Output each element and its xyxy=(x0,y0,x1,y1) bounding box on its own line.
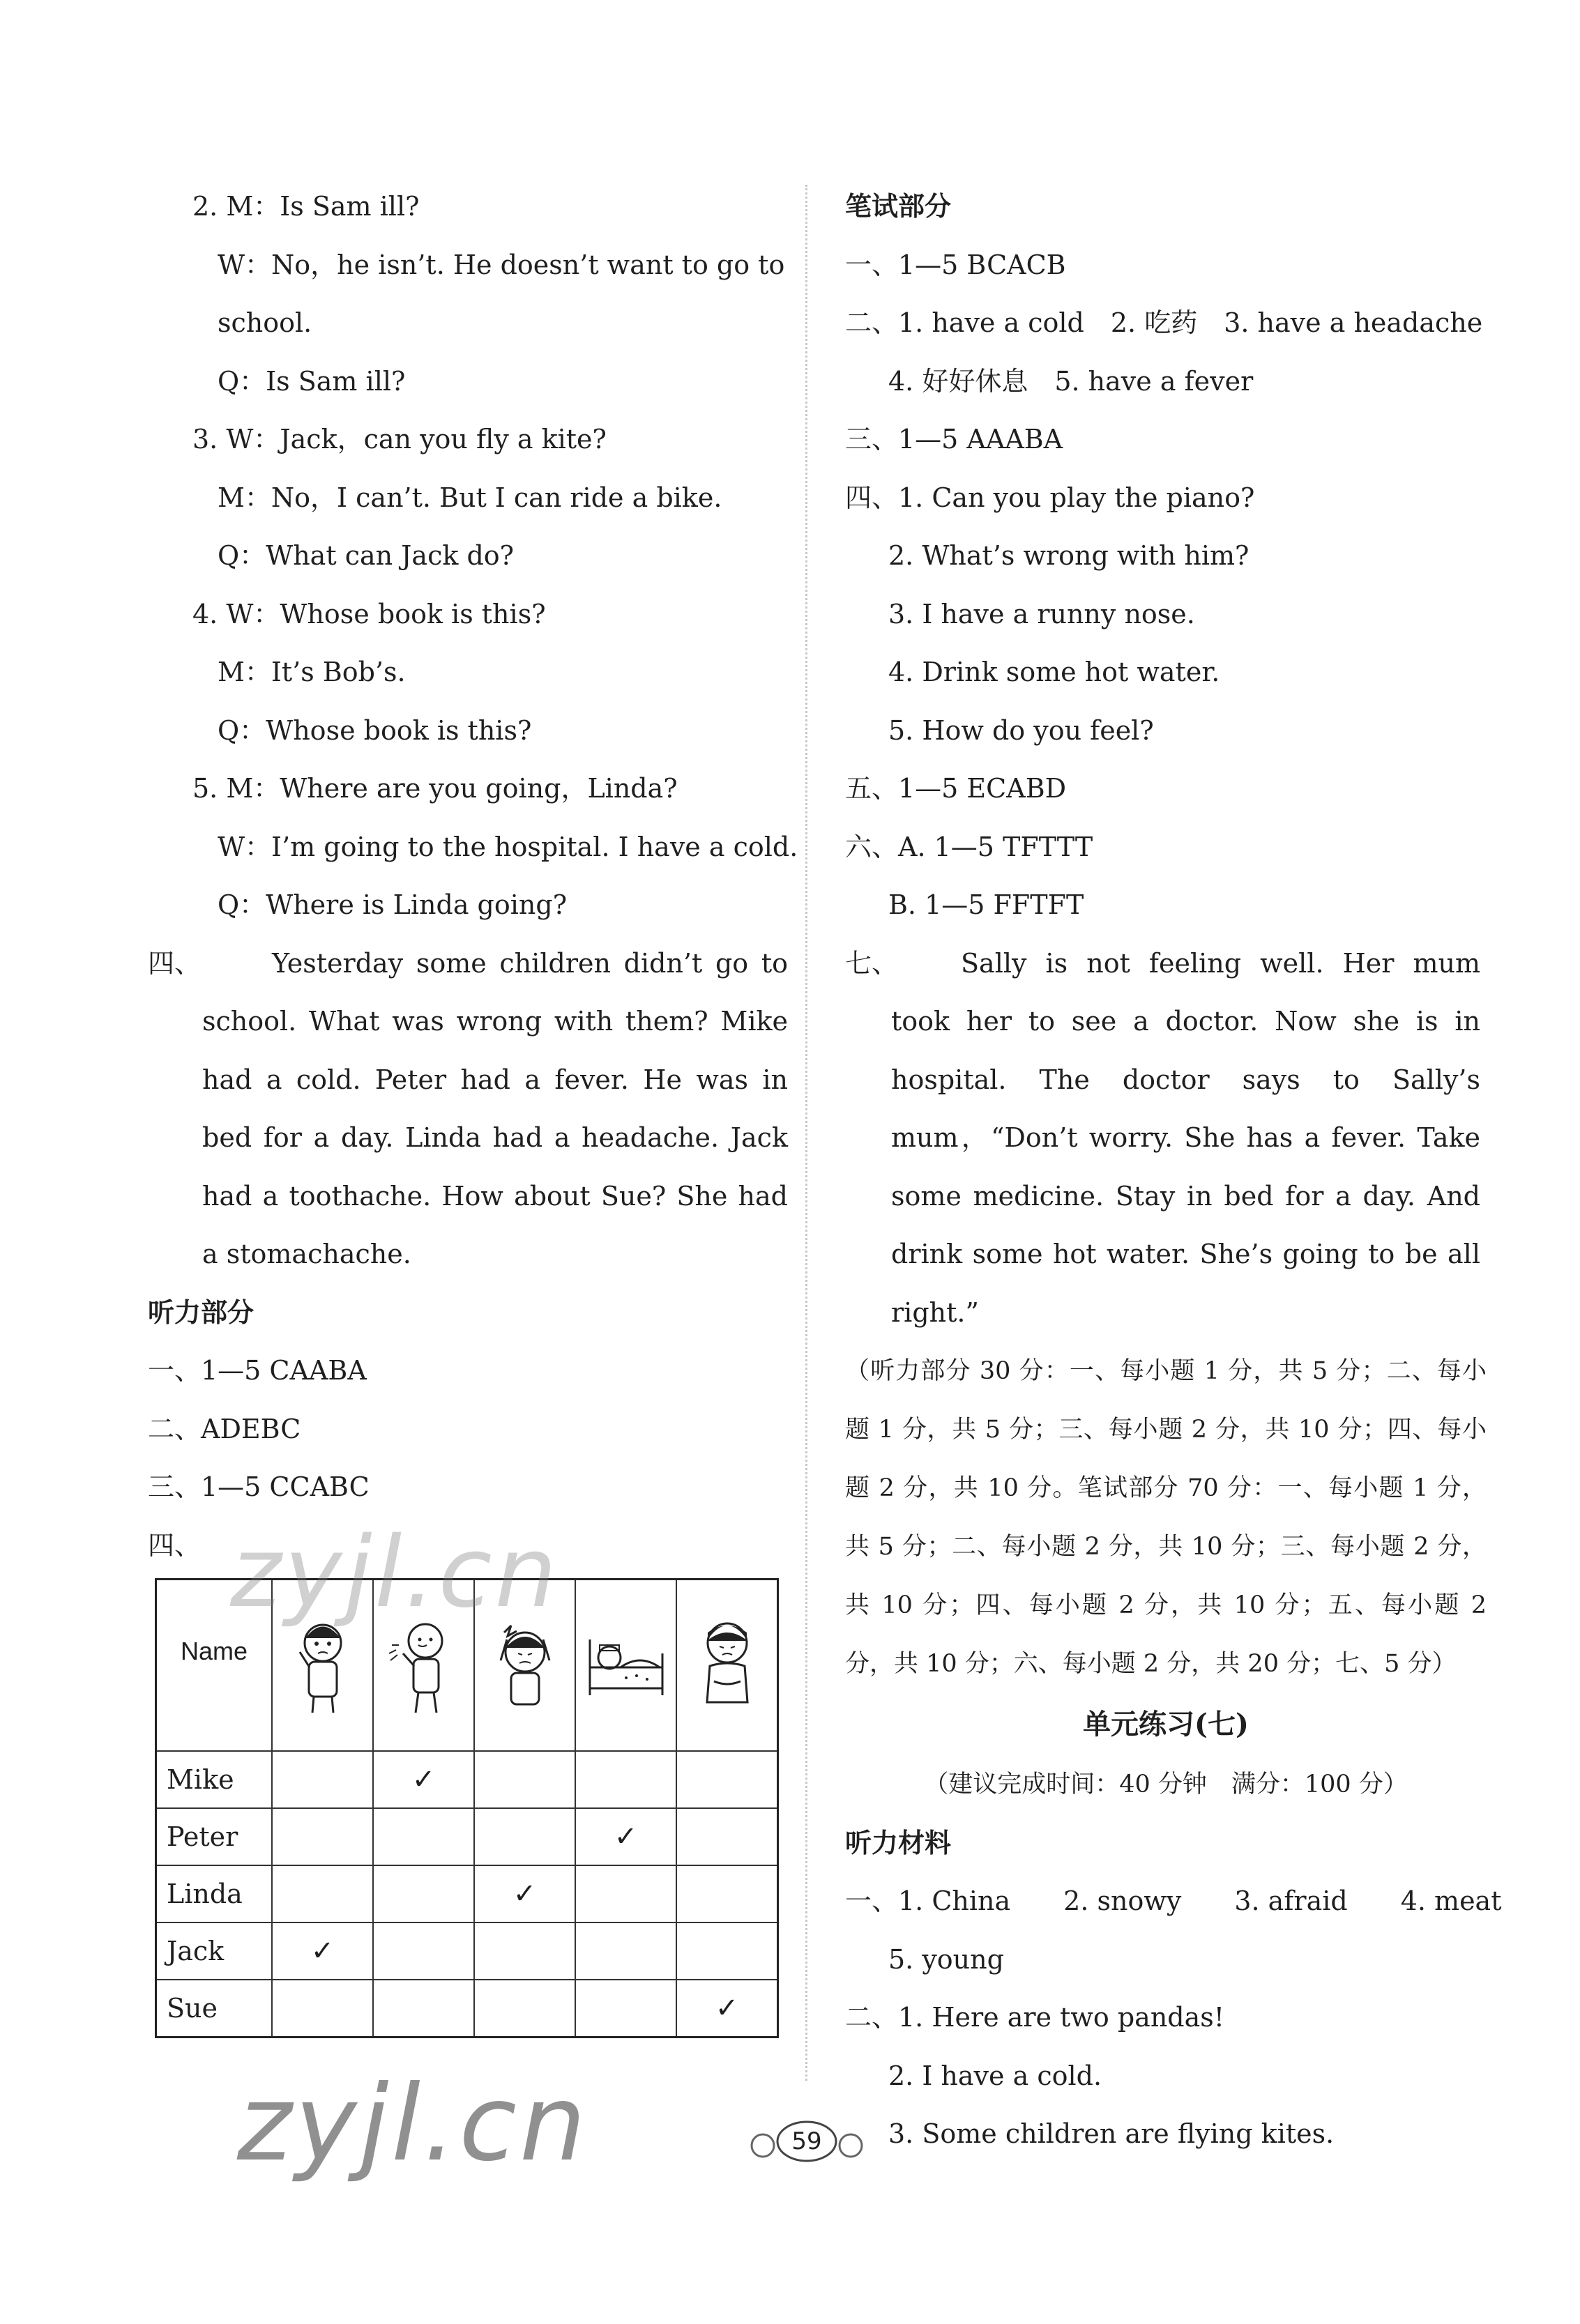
dialog5-line2: W：I’m going to the hospital. I have a cold. xyxy=(218,831,798,862)
written-answer-6-line2: B. 1—5 FFTFT xyxy=(888,889,1084,920)
check-cell xyxy=(676,1808,778,1865)
written-answer-3: 三、1—5 AAABA xyxy=(845,424,1063,454)
dialog2-line3: school. xyxy=(218,307,312,338)
unit-title: 单元练习(七) xyxy=(1083,1708,1249,1741)
table-row xyxy=(156,1922,778,1980)
material-2-line3: 3. Some children are flying kites. xyxy=(888,2118,1335,2149)
check-cell xyxy=(474,1980,575,2038)
dialog5-line1: 5. M：Where are you going，Linda? xyxy=(192,773,678,804)
section4-number: 四、 xyxy=(148,947,202,979)
check-cell xyxy=(373,1808,474,1865)
check-cell xyxy=(474,1751,575,1808)
material-2-line2: 2. I have a cold. xyxy=(888,2060,1102,2091)
written-answer-4-line1: 四、1. Can you play the piano? xyxy=(845,482,1255,513)
column-divider xyxy=(805,185,807,2081)
dialog2-line4: Q：Is Sam ill? xyxy=(218,365,406,397)
section4-passage xyxy=(148,935,789,1284)
check-cell: ✓ xyxy=(676,1980,778,2038)
dialog4-line1: 4. W：Whose book is this? xyxy=(192,598,546,629)
written-answer-5: 五、1—5 ECABD xyxy=(845,773,1067,804)
check-cell xyxy=(676,1751,778,1808)
table-row xyxy=(156,1980,778,2038)
watermark-bottom: zyjl.cn xyxy=(237,2063,589,2185)
answer-table xyxy=(155,1578,779,2038)
check-cell xyxy=(474,1808,575,1865)
written-answer-4-line2: 2. What’s wrong with him? xyxy=(888,540,1249,571)
written-answer-7 xyxy=(845,935,1487,1343)
check-cell: ✓ xyxy=(474,1865,575,1922)
right-column xyxy=(845,178,1502,2164)
dialog5-line3: Q：Where is Linda going? xyxy=(218,889,568,920)
dialog2-line2: W：No，he isn’t. He doesn’t want to go to xyxy=(218,249,785,280)
check-cell: ✓ xyxy=(272,1922,373,1980)
written-answer-7-text: Sally is not feeling well. Her mum took her to see a doctor. Now she is in hospital. The doctor says to Sally’s mum，“Don’t worry. She has a fever. Take some medicine. Stay in bed for a day. And drink some hot water. She’s going to be all right.” xyxy=(891,947,1480,1328)
written-answer-2-line2: 4. 好好休息 5. have a fever xyxy=(888,365,1254,397)
listening-answer-1: 一、1—5 CAABA xyxy=(148,1355,367,1386)
written-answer-6-line1: 六、A. 1—5 TFTTT xyxy=(845,831,1093,862)
check-cell xyxy=(676,1922,778,1980)
watermark-top: zyjl.cn xyxy=(230,1516,560,1630)
fever-picture xyxy=(575,1580,676,1752)
check-cell xyxy=(373,1980,474,2038)
dialog4-line3: Q：Whose book is this? xyxy=(218,714,532,746)
check-cell xyxy=(676,1865,778,1922)
section4-text: Yesterday some children didn’t go to school. What was wrong with them? Mike had a cold. Peter had a fever. He was in bed for a day. Linda had a headache. Jack had a toothache. How about Sue? She had a stomachache. xyxy=(202,947,788,1269)
check-cell xyxy=(272,1865,373,1922)
check-cell xyxy=(575,1980,676,2038)
check-cell xyxy=(373,1922,474,1980)
stomachache-child-icon xyxy=(689,1612,766,1716)
written-answer-1: 一、1—5 BCACB xyxy=(845,249,1066,280)
table-row xyxy=(156,1751,778,1808)
listening-answer-4: 四、 xyxy=(148,1529,202,1561)
table-row xyxy=(156,1808,778,1865)
check-cell xyxy=(272,1980,373,2038)
page-number-badge xyxy=(747,2119,866,2168)
listening-answer-2: 二、ADEBC xyxy=(148,1413,301,1444)
material-1-line2: 5. young xyxy=(888,1943,1004,1975)
material-heading: 听力材料 xyxy=(845,1827,952,1858)
written-answer-2-line1: 二、1. have a cold 2. 吃药 3. have a headache xyxy=(845,307,1483,338)
listening-heading: 听力部分 xyxy=(148,1297,255,1328)
row-name: Sue xyxy=(156,1980,273,2038)
left-column xyxy=(148,178,798,1575)
check-cell xyxy=(272,1808,373,1865)
written-answer-4-line3: 3. I have a runny nose. xyxy=(888,598,1195,629)
check-cell xyxy=(575,1922,676,1980)
unit-time-note: （建议完成时间：40 分钟 满分：100 分） xyxy=(924,1771,1408,1798)
written-answer-4-line4: 4. Drink some hot water. xyxy=(888,657,1220,687)
check-cell xyxy=(575,1751,676,1808)
page-number: 59 xyxy=(791,2127,822,2155)
dialog2-line1: 2. M：Is Sam ill? xyxy=(192,191,420,222)
material-1-line1: 一、1. China 2. snowy 3. afraid 4. meat xyxy=(845,1886,1502,1916)
written-answer-4-line5: 5. How do you feel? xyxy=(888,714,1154,746)
dialog4-line2: M：It’s Bob’s. xyxy=(218,657,406,687)
check-cell xyxy=(474,1922,575,1980)
material-2-line1: 二、1. Here are two pandas! xyxy=(845,2002,1225,2033)
dialog3-line1: 3. W：Jack，can you fly a kite? xyxy=(192,424,607,454)
row-name: Jack xyxy=(156,1922,273,1980)
row-name: Mike xyxy=(156,1751,273,1808)
check-cell: ✓ xyxy=(373,1751,474,1808)
dialog3-line2: M：No，I can’t. But I can ride a bike. xyxy=(218,482,722,513)
row-name: Peter xyxy=(156,1808,273,1865)
stomachache-picture xyxy=(676,1580,778,1752)
score-note: （听力部分 30 分：一、每小题 1 分，共 5 分；二、每小题 1 分，共 5 分；三、每小题 2 分，共 10 分；四、每小题 2 分，共 10 分。笔试部分 70 分：一、每小题 1 分，共 5 分；二、每小题 2 分，共 10 分；三、每小题 2 分，共 10 分；四、每小题 2 分，共 10 分；五、每小题 2 分，共 10 分；六、每小题 2 分，共 20 分；七、5 分） xyxy=(845,1357,1487,1678)
table-row xyxy=(156,1865,778,1922)
row-name: Linda xyxy=(156,1865,273,1922)
written-answer-7-number: 七、 xyxy=(845,947,899,979)
check-cell xyxy=(272,1751,373,1808)
check-cell xyxy=(575,1865,676,1922)
written-heading: 笔试部分 xyxy=(845,191,952,222)
dialog3-line3: Q：What can Jack do? xyxy=(218,540,515,571)
name-column-header: Name xyxy=(156,1580,273,1752)
fever-child-in-bed-icon xyxy=(584,1612,668,1716)
check-cell: ✓ xyxy=(575,1808,676,1865)
check-cell xyxy=(373,1865,474,1922)
listening-answer-3: 三、1—5 CCABC xyxy=(148,1471,370,1502)
